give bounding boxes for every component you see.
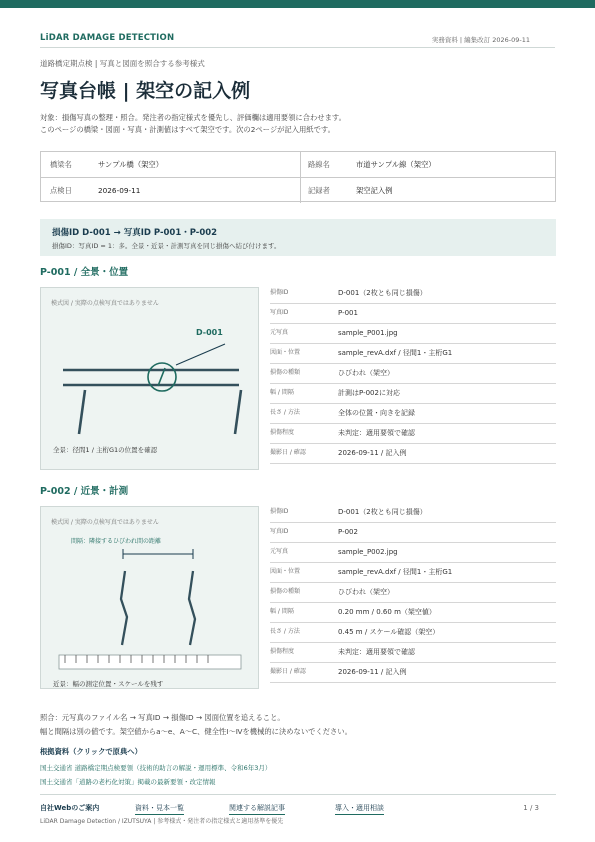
photo1-note: 模式図 / 実際の点検写真ではありません [51, 300, 159, 307]
photo1-detail-table [270, 284, 556, 464]
footer-web-guide: 自社Webのご案内 [40, 804, 100, 812]
footer-link-consultation[interactable]: 導入・適用相談 [335, 803, 384, 815]
detail-row [270, 663, 556, 683]
detail-row [270, 324, 556, 344]
detail-row [270, 444, 556, 464]
detail-key: 損傷程度 [270, 429, 295, 436]
detail-row [270, 543, 556, 563]
detail-value: sample_revA.dxf / 径間1・主桁G1 [338, 568, 453, 576]
overview-diagram-graphic [41, 288, 260, 471]
photo2-diagram [40, 506, 259, 689]
detail-value: 未判定：適用要領で確認 [338, 648, 415, 656]
bridge-name-label: 橋梁名 [50, 160, 72, 169]
detail-row [270, 643, 556, 663]
detail-key: 長さ / 方法 [270, 628, 300, 635]
detail-key: 幅 / 間隔 [270, 389, 294, 396]
references-heading: 根拠資料（クリックで原典へ） [40, 747, 142, 756]
detail-row [270, 523, 556, 543]
photo1-diagram [40, 287, 259, 470]
damage-label-d001: D-001 [196, 328, 223, 337]
detail-value: 2026-09-11 / 記入例 [338, 668, 407, 676]
info-row [41, 152, 555, 177]
detail-row [270, 583, 556, 603]
route-name-label: 路線名 [308, 160, 330, 169]
photo2-caption: 近景：幅の測定位置・スケールを残す [53, 680, 164, 688]
detail-value: D-001（2枚とも同じ損傷） [338, 508, 427, 516]
measure-label: 間隔：隣接するひびわれ間の距離 [71, 538, 162, 545]
footer-link-materials[interactable]: 資料・見本一覧 [135, 803, 184, 815]
footer-copyright: LiDAR Damage Detection / IZUTSUYA | 参考様式・発注者の指定様式と適用基準を優先 [40, 818, 284, 825]
footer-link-articles[interactable]: 関連する解説記事 [229, 803, 285, 815]
header-divider [40, 47, 555, 48]
detail-key: 損傷の種類 [270, 369, 301, 376]
inspection-date-label: 点検日 [50, 186, 72, 195]
reference-link-1[interactable]: 国土交通省 道路橋定期点検要領（技術的助言の解説・運用標準、令和6年3月） [40, 764, 272, 772]
detail-value: P-001 [338, 309, 358, 317]
detail-key: 図面・位置 [270, 349, 301, 356]
intro-line-1: 対象：損傷写真の整理・照合。発注者の指定様式を優先し、評価欄は適用要領に合わせます。 [40, 113, 346, 122]
detail-key: 損傷の種類 [270, 588, 301, 595]
detail-key: 幅 / 間隔 [270, 608, 294, 615]
intro-text [40, 112, 346, 136]
page-title: 写真台帳 | 架空の記入例 [40, 80, 251, 102]
detail-row [270, 503, 556, 523]
detail-row [270, 384, 556, 404]
detail-row [270, 344, 556, 364]
bridge-info-table [40, 151, 556, 202]
detail-key: 長さ / 方法 [270, 409, 300, 416]
bridge-name-value: サンプル橋（架空） [98, 160, 164, 169]
detail-key: 損傷ID [270, 508, 289, 515]
callout-subtext: 損傷ID：写真ID = 1：多。全景・近景・計測写真を同じ損傷へ結び付けます。 [52, 242, 281, 250]
detail-value: 2026-09-11 / 記入例 [338, 449, 407, 457]
detail-value: 0.45 m / スケール確認（架空） [338, 628, 440, 636]
intro-line-2: このページの橋梁・図面・写真・計測値はすべて架空です。次の2ページが記入用紙です。 [40, 125, 335, 134]
page-kicker: 道路橋定期点検 | 写真と図面を照合する参考様式 [40, 59, 205, 68]
detail-key: 損傷程度 [270, 648, 295, 655]
detail-value: 全体の位置・向きを記録 [338, 409, 415, 417]
footer-divider [40, 794, 556, 795]
detail-key: 損傷ID [270, 289, 289, 296]
detail-key: 写真ID [270, 528, 289, 535]
detail-key: 元写真 [270, 329, 289, 336]
recorder-label: 記録者 [308, 186, 330, 195]
damage-link-callout [40, 219, 556, 256]
detail-value: sample_P002.jpg [338, 548, 398, 556]
detail-key: 図面・位置 [270, 568, 301, 575]
document-meta: 実務資料 | 編集改訂 2026-09-11 [431, 36, 530, 44]
detail-row [270, 424, 556, 444]
info-row [41, 177, 555, 202]
photo2-heading: P-002 / 近景・計測 [40, 486, 129, 497]
photo1-heading: P-001 / 全景・位置 [40, 267, 129, 278]
callout-heading: 損傷ID D-001 → 写真ID P-001・P-002 [52, 228, 218, 238]
collation-note-line-1: 照合：元写真のファイル名 → 写真ID → 損傷ID → 図面位置を追えること。 [40, 713, 285, 722]
photo2-detail-table [270, 503, 556, 683]
page-number: 1 / 3 [523, 804, 539, 812]
detail-value: 計測はP-002に対応 [338, 389, 400, 397]
detail-row [270, 404, 556, 424]
detail-value: P-002 [338, 528, 358, 536]
detail-row [270, 284, 556, 304]
recorder-value: 架空記入例 [356, 186, 393, 195]
photo2-note: 模式図 / 実際の点検写真ではありません [51, 519, 159, 526]
inspection-date-value: 2026-09-11 [98, 186, 141, 195]
detail-value: ひびわれ（架空） [338, 588, 394, 596]
top-accent-bar [0, 0, 595, 8]
detail-value: 未判定：適用要領で確認 [338, 429, 415, 437]
collation-note [40, 711, 352, 739]
detail-key: 元写真 [270, 548, 289, 555]
detail-key: 写真ID [270, 309, 289, 316]
reference-link-2[interactable]: 国土交通省「道路の老朽化対策」掲載の最新要領・改定情報 [40, 778, 216, 786]
detail-row [270, 563, 556, 583]
detail-key: 撮影日 / 確認 [270, 668, 306, 675]
detail-row [270, 364, 556, 384]
detail-row [270, 623, 556, 643]
closeup-diagram-graphic [41, 507, 260, 690]
collation-note-line-2: 幅と間隔は別の値です。架空値からa〜e、A〜C、健全性Ⅰ〜Ⅳを機械的に決めないでください。 [40, 727, 352, 736]
detail-row [270, 603, 556, 623]
detail-value: ひびわれ（架空） [338, 369, 394, 377]
detail-value: 0.20 mm / 0.60 m（架空値） [338, 608, 436, 616]
detail-row [270, 304, 556, 324]
detail-value: D-001（2枚とも同じ損傷） [338, 289, 427, 297]
brand-name: LiDAR DAMAGE DETECTION [40, 33, 175, 43]
route-name-value: 市道サンプル線（架空） [356, 160, 436, 169]
detail-key: 撮影日 / 確認 [270, 449, 306, 456]
detail-value: sample_P001.jpg [338, 329, 398, 337]
photo1-caption: 全景：径間1 / 主桁G1の位置を確認 [53, 446, 158, 454]
detail-value: sample_revA.dxf / 径間1・主桁G1 [338, 349, 453, 357]
